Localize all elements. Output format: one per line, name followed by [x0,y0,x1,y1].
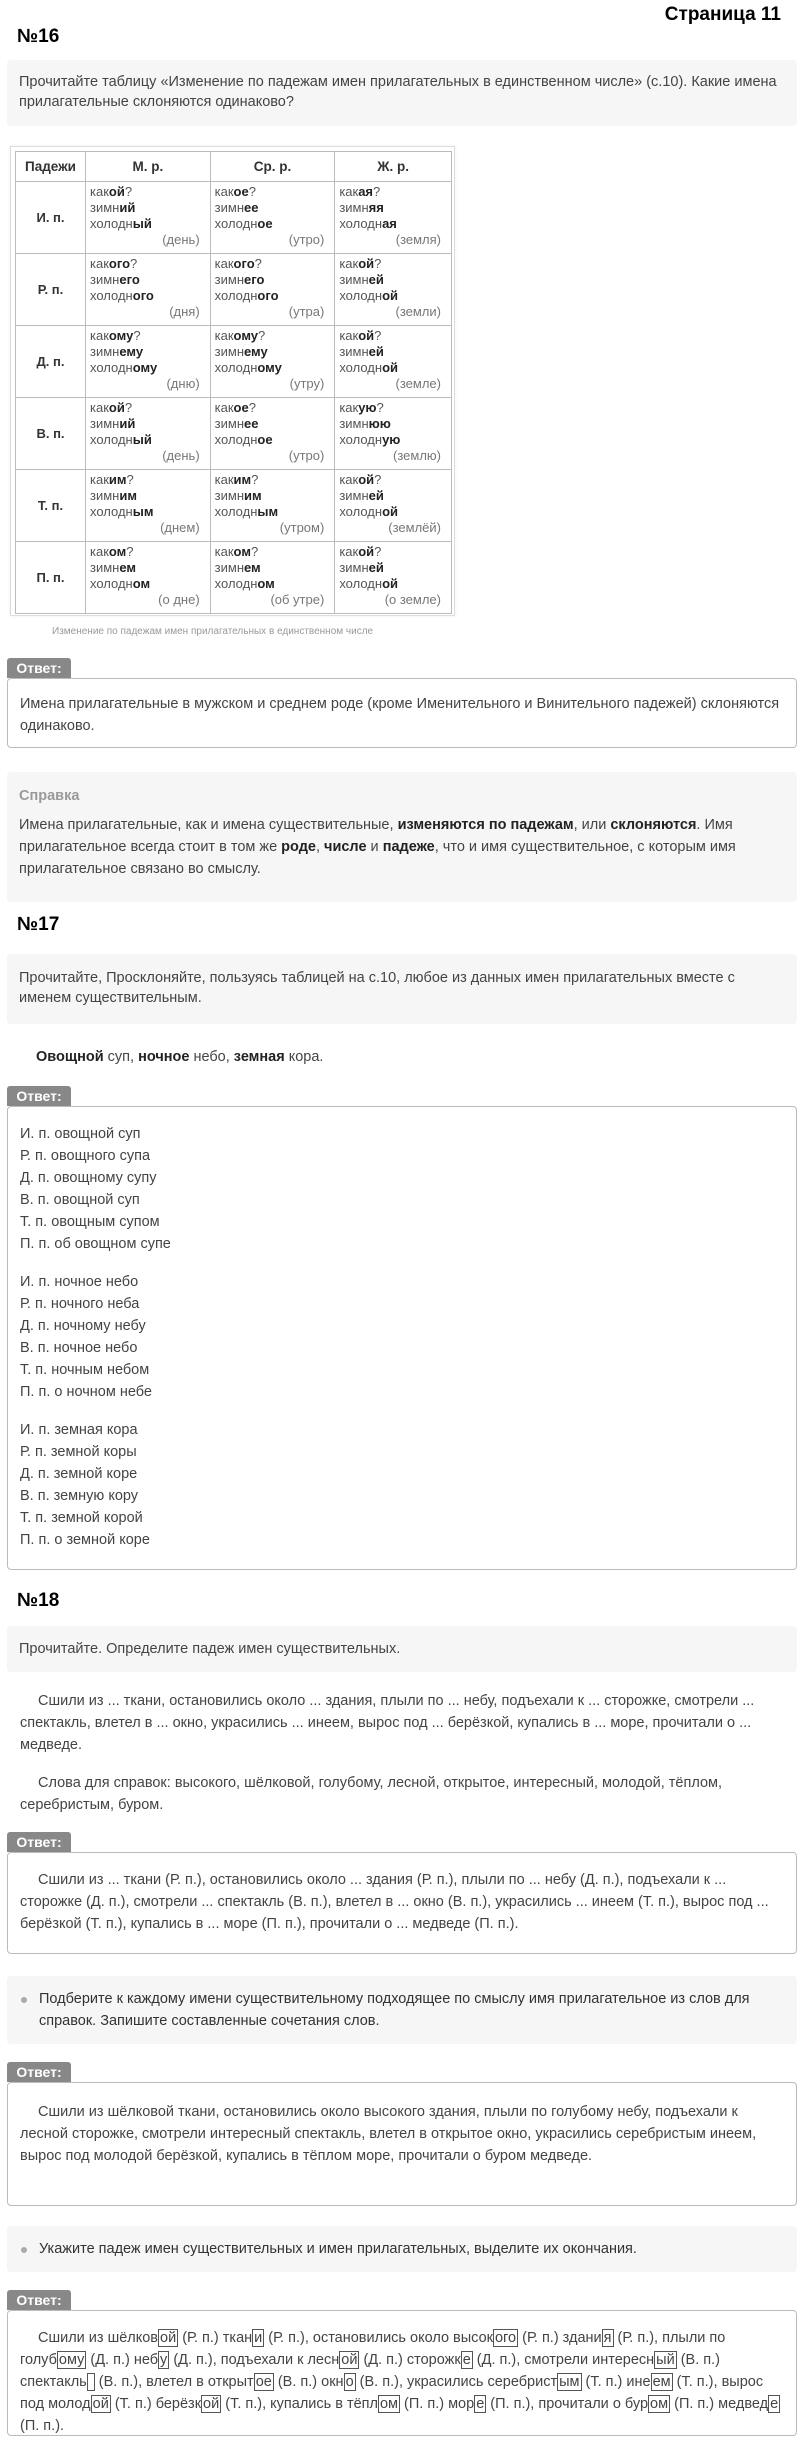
reference-title: Справка [19,788,80,804]
noun-label: (утра) [288,304,325,319]
noun-label: (утру) [289,376,325,391]
ending-highlight: ом [379,2396,399,2412]
noun-label: (днем) [160,520,200,535]
declension-line: И. п. ночное небо [20,1274,139,1290]
case-label: Т. п. [16,470,86,542]
table-cell: какой? зимней холодной (земли) [335,254,452,326]
table-cell: какое? зимнее холодное (утро) [210,398,335,470]
table-header: Падежи [16,152,86,182]
declension-line: Р. п. овощного супа [20,1148,151,1164]
answer-label: Ответ: [7,1832,71,1852]
table-cell: какого? зимнего холодного (утра) [210,254,335,326]
task18-answer1: Сшили из ... ткани (Р. п.), остановились около ... здания (Р. п.), плыли по ... небу (Д. п.), подъехали к ... сторожке (Д. п.), смотрели ... спектакль (В. п.), влетел в ... окно (В. п.), украсились ... инеем (Т. п.), вырос под ... берёзкой (Т. п.), купались в ... море (П. п.), прочитали о ... медведе (П. п.). [7,1852,797,1954]
task18-bullet2: Укажите падеж имен существительных и имен прилагательных, выделите их окончания. [7,2226,797,2272]
page-number: Страница 11 [664,4,781,25]
reference-text: Имена прилагательные, как и имена существительные, изменяются по падежам, или склоняются. Имя прилагательное всегда стоит в том же роде, числе и падеже, что и имя существительное, с которым имя прилагательное связано во смыслу. [19,817,736,877]
noun-label: (об утре) [270,592,325,607]
case-label: Д. п. [16,326,86,398]
noun-label: (о земле) [384,592,441,607]
ending-highlight: ой [203,2396,220,2412]
task17-answer [7,1106,797,1570]
declension-line: И. п. земная кора [20,1422,138,1438]
noun-label: (о дне) [158,592,200,607]
declension-line: Р. п. ночного неба [20,1296,140,1312]
table-row [16,254,452,326]
declension-line: Д. п. ночному небу [20,1318,146,1334]
ending-highlight: я [603,2330,612,2346]
noun-label: (земля) [395,232,441,247]
declension-line: И. п. овощной суп [20,1126,141,1142]
ending-highlight: е [476,2396,485,2412]
noun-label: (утро) [288,448,325,463]
case-label: В. п. [16,398,86,470]
declension-line: Т. п. земной корой [20,1510,143,1526]
task18-words: Слова для справок: высокого, шёлковой, голубому, лесной, открытое, интересный, молодой, тёплом, серебристым, буром. [20,1775,723,1813]
ending-highlight: ый [656,2352,675,2368]
table-cell: какую? зимнюю холодную (землю) [335,398,452,470]
case-label: И. п. [16,182,86,254]
answer-label: Ответ: [7,658,71,678]
answer-label: Ответ: [7,1086,71,1106]
declension-line: Р. п. земной коры [20,1444,137,1460]
ending-highlight: ой [341,2352,358,2368]
declension-table-wrapper [10,146,455,616]
task17-question: Прочитайте, Просклоняйте, пользуясь таблицей на с.10, любое из данных имен прилагательных вместе с именем существительным. [7,954,797,1024]
table-caption: Изменение по падежам имен прилагательных в единственном числе [52,626,374,637]
noun-label: (земли) [395,304,441,319]
table-cell: каком? зимнем холодном (о дне) [86,542,211,614]
ending-highlight: ой [92,2396,109,2412]
answer-label: Ответ: [7,2062,71,2082]
task16-title: №16 [17,26,60,47]
case-label: П. п. [16,542,86,614]
task18-question: Прочитайте. Определите падеж имен существительных. [7,1626,797,1672]
declension-line: Т. п. ночным небом [20,1362,150,1378]
ending-highlight: е [462,2352,471,2368]
table-cell: какое? зимнее холодное (утро) [210,182,335,254]
table-row [16,542,452,614]
table-header: М. р. [86,152,211,182]
task18-bullet1: Подберите к каждому имени существительному подходящее по смыслу имя прилагательное из слов для справок. Запишите составленные сочетания слов. [7,1976,797,2044]
noun-label: (дня) [169,304,200,319]
declension-line: В. п. овощной суп [20,1192,140,1208]
ending-highlight: ым [559,2374,580,2390]
task16-answer: Имена прилагательные в мужском и среднем роде (кроме Именительного и Винительного падежей) склоняются одинаково. [7,678,797,748]
table-row [16,326,452,398]
answer-label: Ответ: [7,2290,71,2310]
declension-line: П. п. о земной коре [20,1532,150,1548]
declension-line: П. п. об овощном супе [20,1236,171,1252]
noun-label: (день) [162,448,200,463]
task18-answer2: Сшили из шёлковой ткани, остановились около высокого здания, плыли по голубому небу, подъехали к лесной сторожке, смотрели интересный спектакль, влетел в открытое окно, украсились серебристым инеем, вырос под молодой берёзкой, купались в тёплом море, прочитали о буром медведе. [7,2082,797,2206]
ending-highlight: ого [494,2330,517,2346]
ending-highlight: о [345,2374,354,2390]
task18-title: №18 [17,1590,60,1611]
table-row [16,470,452,542]
table-cell: какой? зимней холодной (земле) [335,326,452,398]
table-cell: какой? зимний холодный (день) [86,182,211,254]
ending-highlight: ое [255,2374,272,2390]
noun-label: (землёй) [388,520,441,535]
table-cell: каком? зимнем холодном (об утре) [210,542,335,614]
declension-line: В. п. земную кору [20,1488,139,1504]
table-cell: какому? зимнему холодному (утру) [210,326,335,398]
ending-highlight: ем [652,2374,671,2390]
noun-label: (утром) [279,520,325,535]
declension-table [15,151,452,614]
noun-label: (землю) [393,448,441,463]
declension-line: В. п. ночное небо [20,1340,138,1356]
task18-text: Сшили из ... ткани, остановились около ... здания, плыли по ... небу, подъехали к ... сторожке, смотрели ... спектакль, влетел в ... окно, украсились ... инеем, вырос под ... берёзкой, купались в ... море, прочитали о ... медведе. [20,1693,755,1753]
declension-line: П. п. о ночном небе [20,1384,152,1400]
ending-highlight: ому [58,2352,85,2368]
noun-label: (земле) [395,376,441,391]
table-cell: какой? зимней холодной (о земле) [335,542,452,614]
table-cell: какому? зимнему холодному (дню) [86,326,211,398]
declension-line: Д. п. земной коре [20,1466,138,1482]
table-header: Ж. р. [335,152,452,182]
reference-box [7,772,797,902]
noun-label: (утро) [288,232,325,247]
ending-highlight: ой [160,2330,177,2346]
table-cell: какой? зимний холодный (день) [86,398,211,470]
table-cell: каким? зимним холодным (днем) [86,470,211,542]
case-label: Р. п. [16,254,86,326]
task17-title: №17 [17,914,60,935]
task18-answer3: Сшили из шёлков ой (Р. п.) ткан и (Р. п.), остановились около высок ого (Р. п.) здани я (Р. п.), плыли по голуб ому (Д. п.) неб у (Д. п.), подъехали к лесн ой (Д. п.) сторожк е (Д. п.), смотрели интересн ый (В. п.) спектакль (В. п.), влетел в открыт ое (В. п.) окн о (В. п.), украсились серебрист ым (Т. п.) ине ем (Т. п.), вырос под молод ой (Т. п.) берёзк ой (Т. п.), купались в тёпл ом (П. п.) мор е (П. п.), прочитали о бур ом (П. п.) медвед е (П. п.). [7,2310,797,2436]
ending-highlight: ом [650,2396,669,2412]
noun-label: (день) [162,232,200,247]
task16-question: Прочитайте таблицу «Изменение по падежам имен прилагательных в единственном числе» (с.10). Какие имена прилагательные склоняются одинаково? [7,60,797,126]
ending-highlight: у [160,2352,168,2368]
table-cell: какого? зимнего холодного (дня) [86,254,211,326]
table-cell: какая? зимняя холодная (земля) [335,182,452,254]
ending-highlight: е [770,2396,779,2412]
ending-highlight: и [254,2330,263,2346]
table-cell: какой? зимней холодной (землёй) [335,470,452,542]
declension-line: Т. п. овощным супом [20,1214,160,1230]
task17-phrase: Овощной суп, ночное небо, земная кора. [36,1049,324,1065]
table-row [16,398,452,470]
ending-highlight [87,2373,95,2391]
table-row [16,182,452,254]
noun-label: (дню) [166,376,200,391]
declension-line: Д. п. овощному супу [20,1170,157,1186]
table-header: Ср. р. [210,152,335,182]
table-cell: каким? зимним холодным (утром) [210,470,335,542]
